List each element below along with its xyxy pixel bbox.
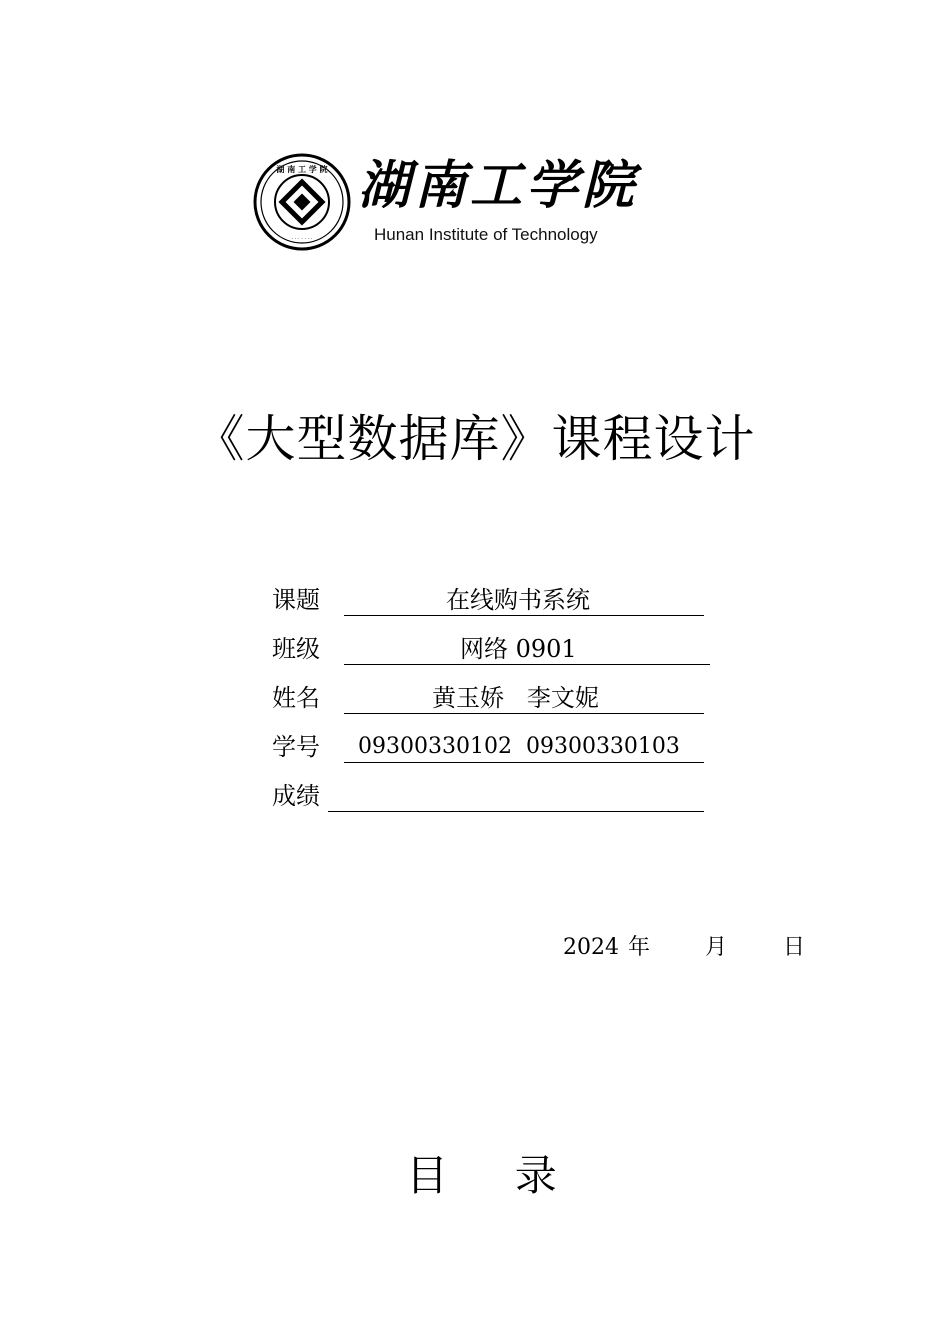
student-id-value: 09300330102 09300330103 — [358, 734, 680, 759]
class-label: 班级 — [272, 635, 320, 663]
toc-heading: 目 录 — [406, 1151, 557, 1200]
grade-label: 成绩 — [272, 782, 320, 810]
svg-text:湖 南 工 学 院: 湖 南 工 学 院 — [276, 165, 328, 174]
grade-field — [272, 778, 712, 814]
topic-value: 在线购书系统 — [446, 586, 590, 614]
grade-underline — [328, 811, 704, 812]
date-day-unit: 日 — [783, 935, 806, 960]
seal-icon — [252, 152, 352, 252]
student-id-field — [272, 729, 712, 765]
name-field — [272, 680, 712, 716]
topic-label: 课题 — [272, 586, 320, 614]
name-label: 姓名 — [272, 684, 320, 712]
date-line — [0, 930, 950, 966]
name-value: 黄玉娇 李文妮 — [432, 684, 599, 712]
date-year-unit: 年 — [628, 935, 651, 960]
institution-name-cn: 湖南工学院 — [358, 155, 639, 216]
student-id-label: 学号 — [272, 733, 320, 761]
institution-name-en: Hunan Institute of Technology — [374, 225, 598, 244]
date-month-unit: 月 — [705, 935, 728, 960]
institution-logo — [252, 152, 672, 252]
topic-field — [272, 582, 712, 618]
document-title: 《大型数据库》课程设计 — [194, 410, 756, 468]
svg-text:· · · · · · ·: · · · · · · · — [291, 236, 313, 242]
class-value: 网络 0901 — [460, 635, 577, 663]
date-year: 2024 — [563, 935, 619, 960]
class-field — [272, 631, 712, 667]
